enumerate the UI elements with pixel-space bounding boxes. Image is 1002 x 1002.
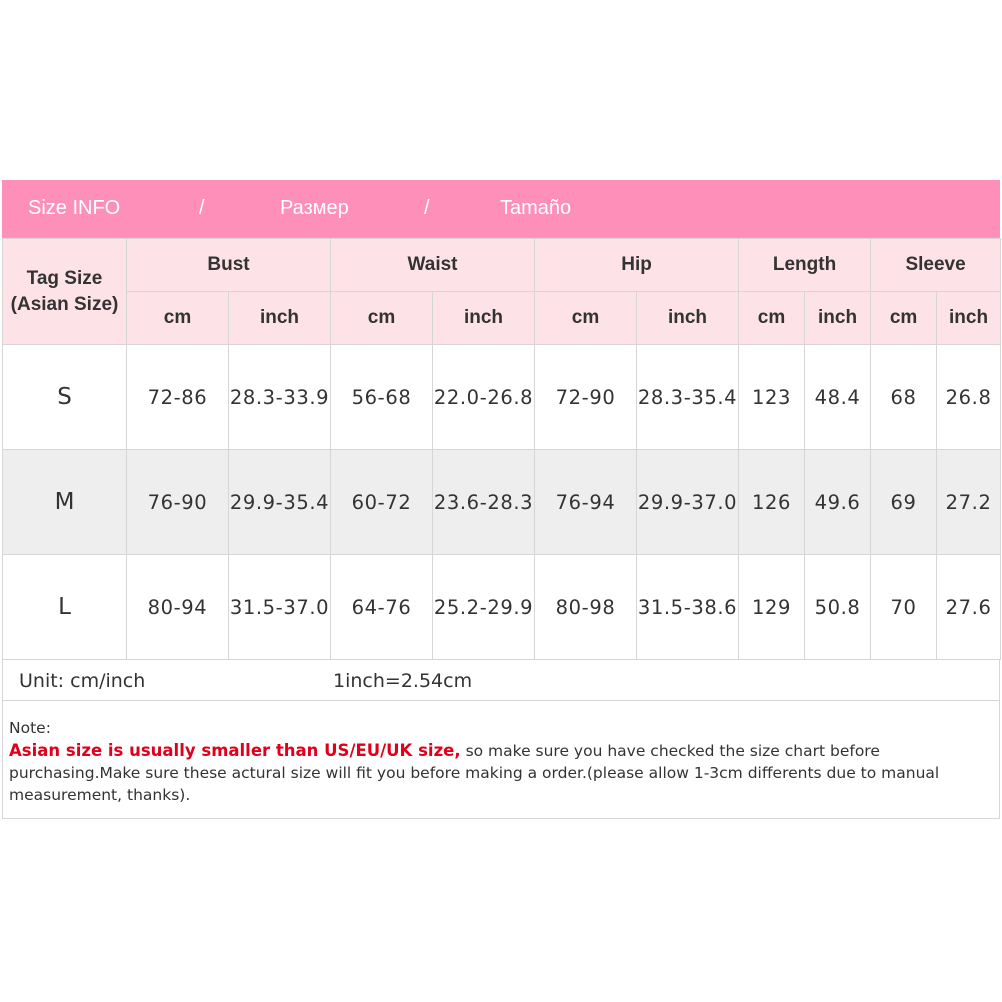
table-cell: 126 — [739, 450, 805, 555]
table-row — [3, 555, 1001, 660]
note-section — [2, 701, 1000, 819]
table-cell: 76-94 — [535, 450, 637, 555]
size-label: L — [3, 555, 127, 660]
note-text: so make sure you have checked the size chart before purchasing.Make sure these actural size will fit you before making a order.(please allow 1-3cm differents due to manual measurement, thanks). — [9, 742, 940, 804]
table-cell: 76-90 — [127, 450, 229, 555]
table-cell: 29.9-35.4 — [229, 450, 331, 555]
table-cell: 60-72 — [331, 450, 433, 555]
bust-header: Bust — [127, 239, 331, 292]
unit-header: cm — [535, 292, 637, 345]
length-header: Length — [739, 239, 871, 292]
unit-header: inch — [637, 292, 739, 345]
table-cell: 31.5-38.6 — [637, 555, 739, 660]
tag-size-header — [3, 239, 127, 345]
table-cell: 72-90 — [535, 345, 637, 450]
unit-header: inch — [433, 292, 535, 345]
banner-size-info: Size INFO — [28, 197, 121, 219]
table-row — [3, 450, 1001, 555]
banner-russian: Размер — [280, 197, 349, 219]
table-cell: 27.6 — [937, 555, 1001, 660]
waist-header: Waist — [331, 239, 535, 292]
hip-header: Hip — [535, 239, 739, 292]
unit-header: cm — [871, 292, 937, 345]
table-cell: 48.4 — [805, 345, 871, 450]
table-cell: 56-68 — [331, 345, 433, 450]
table-cell: 69 — [871, 450, 937, 555]
table-cell: 31.5-37.0 — [229, 555, 331, 660]
table-cell: 64-76 — [331, 555, 433, 660]
table-cell: 70 — [871, 555, 937, 660]
sleeve-header: Sleeve — [871, 239, 1001, 292]
unit-header: cm — [331, 292, 433, 345]
table-cell: 49.6 — [805, 450, 871, 555]
table-cell: 68 — [871, 345, 937, 450]
table-cell: 28.3-35.4 — [637, 345, 739, 450]
table-cell: 50.8 — [805, 555, 871, 660]
note-title: Note: — [9, 719, 51, 737]
unit-header: inch — [937, 292, 1001, 345]
banner-spanish: Tamaño — [500, 197, 572, 219]
unit-header: cm — [127, 292, 229, 345]
tag-size-label: Tag Size — [26, 267, 103, 289]
unit-header: cm — [739, 292, 805, 345]
conversion-label: 1inch=2.54cm — [333, 670, 473, 692]
table-cell: 72-86 — [127, 345, 229, 450]
note-body — [9, 740, 994, 806]
unit-info-row — [2, 660, 1000, 701]
table-row — [3, 345, 1001, 450]
table-cell: 22.0-26.8 — [433, 345, 535, 450]
header-row-units — [3, 292, 1001, 345]
size-label: S — [3, 345, 127, 450]
table-cell: 26.8 — [937, 345, 1001, 450]
table-cell: 29.9-37.0 — [637, 450, 739, 555]
table-cell: 27.2 — [937, 450, 1001, 555]
unit-label: Unit: cm/inch — [19, 670, 146, 692]
size-label: M — [3, 450, 127, 555]
size-chart — [2, 180, 1000, 819]
table-cell: 80-98 — [535, 555, 637, 660]
table-cell: 25.2-29.9 — [433, 555, 535, 660]
table-cell: 123 — [739, 345, 805, 450]
asian-size-label: (Asian Size) — [10, 293, 119, 315]
table-cell: 80-94 — [127, 555, 229, 660]
size-info-banner — [2, 180, 1000, 238]
unit-header: inch — [229, 292, 331, 345]
size-table — [2, 238, 1001, 660]
note-warning: Asian size is usually smaller than US/EU/UK size, — [9, 741, 461, 760]
header-row-groups — [3, 239, 1001, 292]
banner-separator: / — [424, 197, 430, 219]
table-cell: 23.6-28.3 — [433, 450, 535, 555]
banner-separator: / — [199, 197, 205, 219]
table-cell: 129 — [739, 555, 805, 660]
table-cell: 28.3-33.9 — [229, 345, 331, 450]
unit-header: inch — [805, 292, 871, 345]
